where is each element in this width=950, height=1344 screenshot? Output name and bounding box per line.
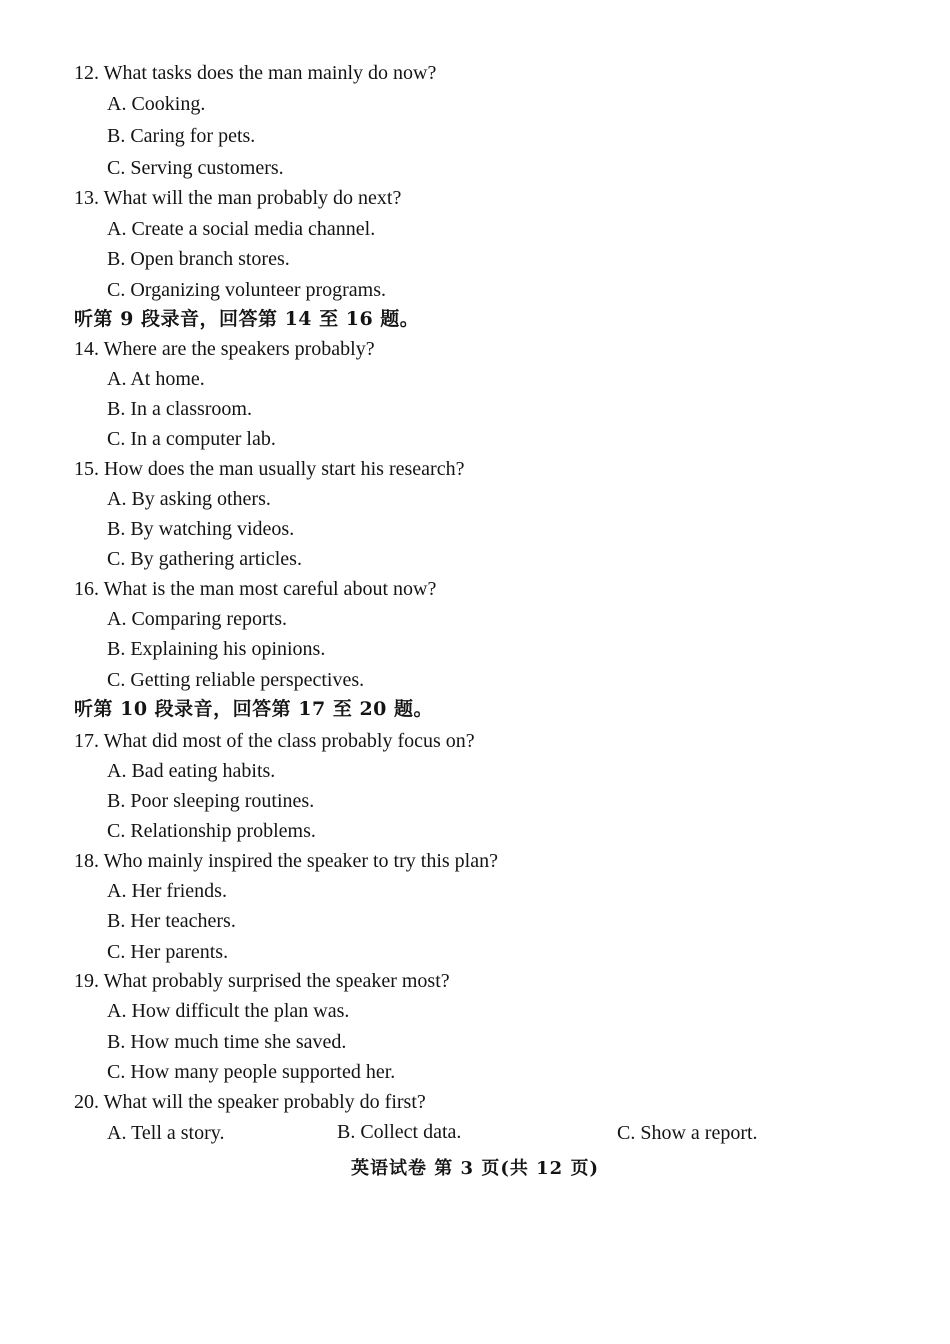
- question-16-option-a: A. Comparing reports.: [107, 608, 287, 630]
- question-17-stem: 17. What did most of the class probably focus on?: [74, 730, 475, 752]
- question-14-option-c: C. In a computer lab.: [107, 428, 276, 450]
- question-14-option-b: B. In a classroom.: [107, 398, 252, 420]
- question-13-option-b: B. Open branch stores.: [107, 248, 290, 270]
- question-16-option-b: B. Explaining his opinions.: [107, 638, 326, 660]
- question-13-option-c: C. Organizing volunteer programs.: [107, 279, 387, 301]
- question-18-stem: 18. Who mainly inspired the speaker to try this plan?: [74, 850, 498, 872]
- question-15-option-a: A. By asking others.: [107, 488, 271, 510]
- question-20-option-a: A. Tell a story.: [107, 1122, 225, 1144]
- question-18-option-a: A. Her friends.: [107, 880, 227, 902]
- page-footer: 英语试卷 第 3 页(共 12 页): [351, 1158, 599, 1179]
- question-13-stem: 13. What will the man probably do next?: [74, 187, 402, 209]
- question-16-stem: 16. What is the man most careful about now?: [74, 578, 437, 600]
- question-20-stem: 20. What will the speaker probably do first?: [74, 1091, 426, 1113]
- question-15-option-c: C. By gathering articles.: [107, 548, 302, 570]
- question-14-stem: 14. Where are the speakers probably?: [74, 338, 375, 360]
- question-12-option-a: A. Cooking.: [107, 93, 206, 115]
- question-19-stem: 19. What probably surprised the speaker most?: [74, 970, 450, 992]
- question-19-option-b: B. How much time she saved.: [107, 1031, 347, 1053]
- question-13-option-a: A. Create a social media channel.: [107, 218, 376, 240]
- section-10-instruction: 听第 10 段录音，回答第 17 至 20 题。: [74, 698, 434, 720]
- question-17-option-a: A. Bad eating habits.: [107, 760, 276, 782]
- question-20-option-c: C. Show a report.: [617, 1122, 758, 1144]
- question-17-option-c: C. Relationship problems.: [107, 820, 316, 842]
- question-14-option-a: A. At home.: [107, 368, 205, 390]
- question-12-option-b: B. Caring for pets.: [107, 125, 256, 147]
- question-12-stem: 12. What tasks does the man mainly do now?: [74, 62, 437, 84]
- question-12-option-c: C. Serving customers.: [107, 157, 284, 179]
- question-15-stem: 15. How does the man usually start his research?: [74, 458, 465, 480]
- section-9-instruction: 听第 9 段录音，回答第 14 至 16 题。: [74, 308, 420, 330]
- question-18-option-b: B. Her teachers.: [107, 910, 236, 932]
- question-16-option-c: C. Getting reliable perspectives.: [107, 669, 365, 691]
- question-15-option-b: B. By watching videos.: [107, 518, 295, 540]
- question-17-option-b: B. Poor sleeping routines.: [107, 790, 315, 812]
- question-19-option-c: C. How many people supported her.: [107, 1061, 396, 1083]
- question-18-option-c: C. Her parents.: [107, 941, 229, 963]
- question-20-option-b: B. Collect data.: [337, 1121, 462, 1143]
- question-19-option-a: A. How difficult the plan was.: [107, 1000, 350, 1022]
